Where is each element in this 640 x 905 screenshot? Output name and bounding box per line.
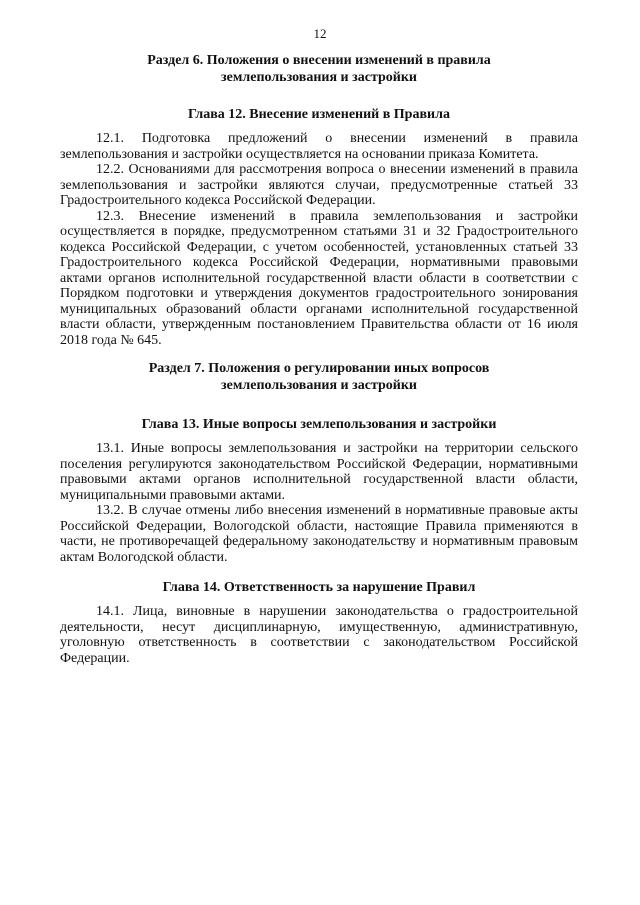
paragraph-12-1: 12.1. Подготовка предложений о внесении изменений в правила землепользования и застройки осуществляется на основании приказа Комитета.: [60, 131, 578, 162]
chapter-13-title: Глава 13. Иные вопросы землепользования и застройки: [141, 417, 497, 432]
section-6-title-line-1: Раздел 6. Положения о внесении изменений в правила: [147, 53, 491, 68]
paragraph-12-3: 12.3. Внесение изменений в правила землепользования и застройки осуществляется в порядке, предусмотренном статьями 31 и 32 Градостроительного кодекса Российской Федерации, с учетом особенностей, установленных статьей 33 Градостроительного кодекса Российской Федерации, нормативными правовыми актами органов исполнительной государственной власти области в соответствии с Порядком подготовки и утверждения документов градостроительного зонирования муниципальных образований области органами исполнительной государственной власти области, утвержденным постановлением Правительства области от 16 июля 2018 года № 645.: [60, 208, 578, 348]
paragraph-13-2: 13.2. В случае отмены либо внесения изменений в нормативные правовые акты Российской Федерации, Вологодской области, настоящие Правила применяются в части, не противоречащей федеральному законодательству и нормативным правовым актам Вологодской области.: [60, 503, 578, 565]
paragraph-13-1: 13.1. Иные вопросы землепользования и застройки на территории сельского поселения регулируются законодательством Российской Федерации, нормативными правовыми актами органов исполнительной государственной власти области, муниципальными правовыми актами.: [60, 441, 578, 503]
section-7-title-line-1: Раздел 7. Положения о регулировании иных вопросов: [148, 361, 490, 376]
document-body: [60, 52, 578, 666]
section-7: [60, 360, 578, 394]
page-number: 12: [313, 26, 327, 41]
paragraph-12-2: 12.2. Основаниями для рассмотрения вопроса о внесении изменений в правила землепользования и застройки являются случаи, предусмотренные статьей 33 Градостроительного кодекса Российской Федерации.: [60, 162, 578, 208]
paragraph-14-1: 14.1. Лица, виновные в нарушении законодательства о градостроительной деятельности, несут дисциплинарную, имущественную, административную, уголовную ответственность в соответствии с законодательством Российской Федерации.: [60, 604, 578, 666]
section-6-title-line-2: землепользования и застройки: [221, 70, 417, 85]
chapter-12-title: Глава 12. Внесение изменений в Правила: [188, 107, 450, 122]
chapter-12: [60, 106, 578, 348]
section-7-title-line-2: землепользования и застройки: [221, 378, 417, 393]
chapter-14-title: Глава 14. Ответственность за нарушение Правил: [162, 580, 476, 595]
chapter-13: [60, 416, 578, 565]
chapter-14: [60, 579, 578, 666]
section-6: [60, 52, 578, 86]
